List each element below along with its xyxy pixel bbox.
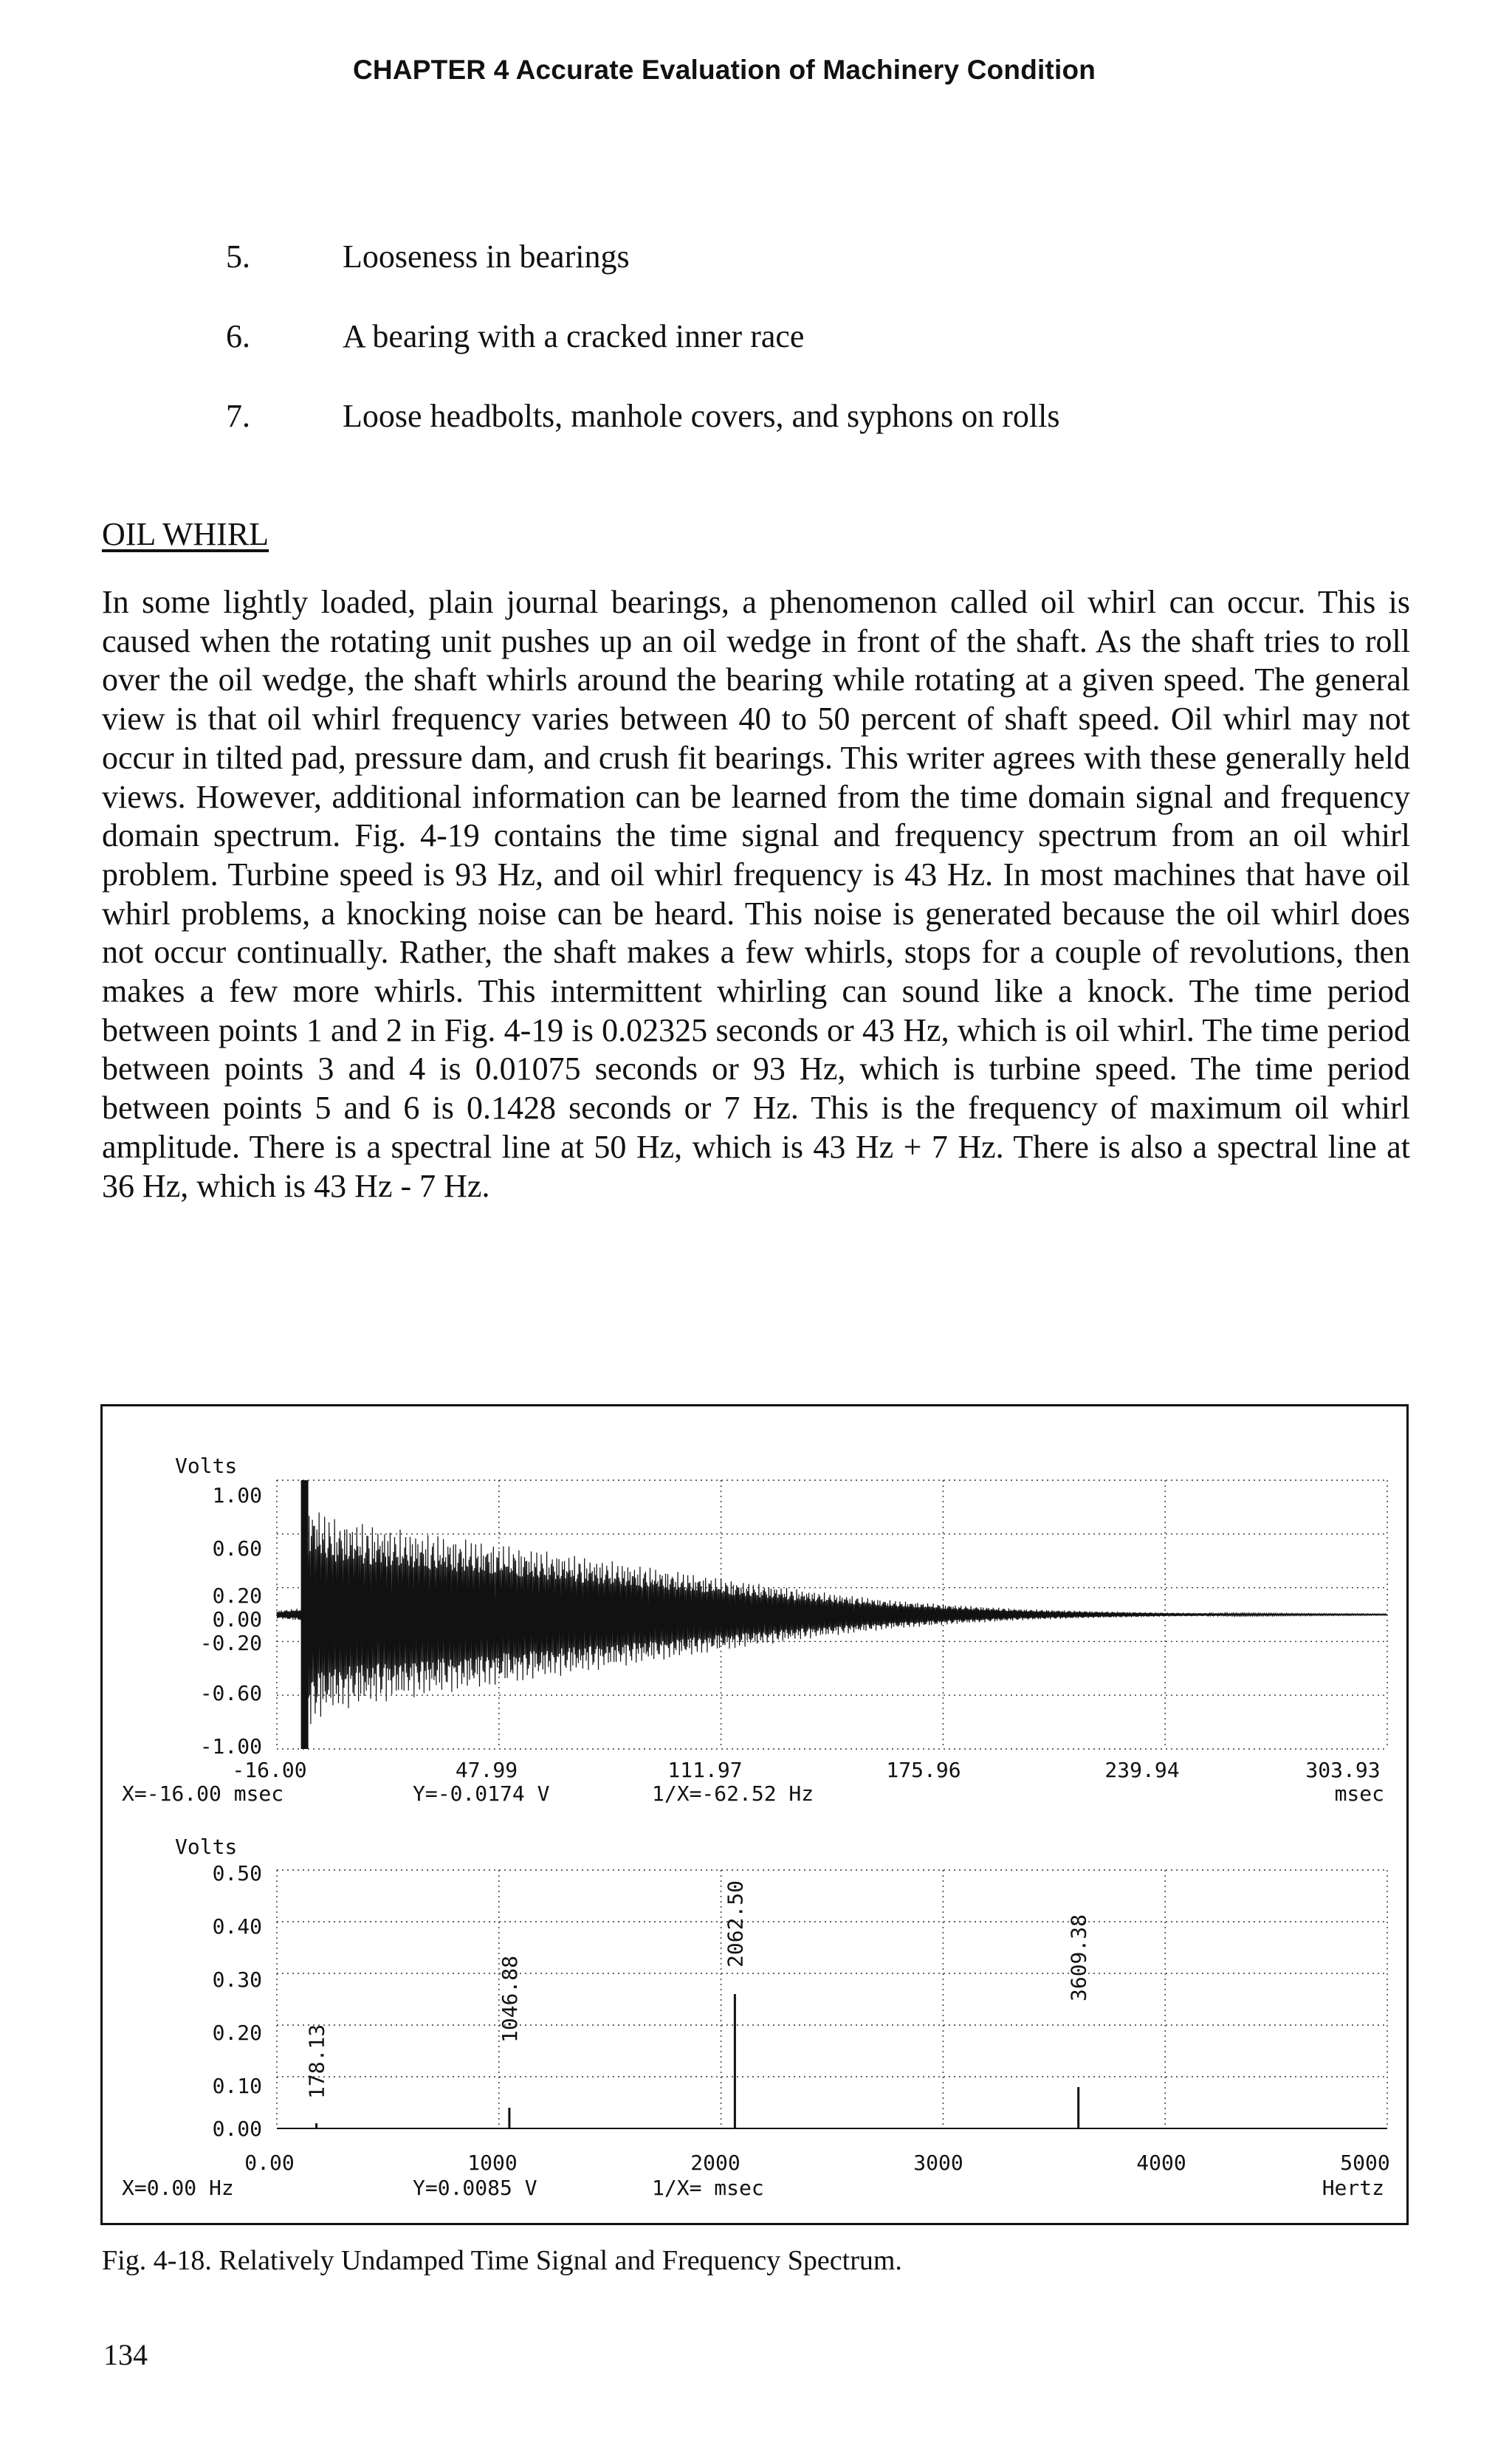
list-item-number: 6.	[226, 318, 250, 354]
top-readout-unit: msec	[1334, 1781, 1384, 1806]
bottom-readout-y: Y=0.0085 V	[413, 2176, 537, 2200]
bottom-x-tick-label: 5000	[1340, 2151, 1390, 2175]
bottom-x-tick-label: 0.00	[244, 2151, 295, 2175]
figure-caption: Fig. 4-18. Relatively Undamped Time Signal and Frequency Spectrum.	[102, 2245, 902, 2276]
bottom-readout-unit: Hertz	[1322, 2176, 1384, 2200]
top-x-tick-label: 303.93	[1305, 1758, 1381, 1782]
top-y-tick-labels	[200, 1483, 262, 1759]
bottom-y-tick-label: 0.30	[212, 1967, 262, 1992]
list-item	[226, 238, 630, 275]
bottom-y-tick-label: 0.10	[212, 2074, 262, 2098]
top-y-tick-label: -0.20	[199, 1631, 262, 1655]
bottom-spectrum	[277, 1994, 1387, 2128]
top-readout-y: Y=-0.0174 V	[413, 1781, 550, 1806]
list-item	[226, 317, 804, 355]
top-x-tick-label: -16.00	[232, 1758, 307, 1782]
spectrum-peak-label: 178.13	[304, 2024, 329, 2099]
spectrum-peak-label: 1046.88	[497, 1955, 522, 2043]
bottom-x-tick-label: 4000	[1136, 2151, 1186, 2175]
list-item	[226, 397, 1060, 435]
bottom-grid	[277, 1870, 1387, 2128]
page-number: 134	[103, 2338, 148, 2371]
figure-plots	[103, 1406, 1411, 2227]
top-x-tick-label: 239.94	[1104, 1758, 1180, 1782]
top-x-tick-labels	[232, 1758, 1380, 1782]
bottom-x-tick-label: 2000	[690, 2151, 740, 2175]
bottom-y-tick-label: 0.40	[212, 1914, 262, 1939]
top-y-tick-label: -1.00	[199, 1734, 262, 1759]
top-y-tick-label: 0.60	[212, 1536, 262, 1561]
top-x-tick-label: 175.96	[886, 1758, 961, 1782]
top-unit-label: Volts	[175, 1454, 238, 1478]
top-x-tick-label: 111.97	[667, 1758, 743, 1782]
list-item-text: Looseness in bearings	[343, 238, 630, 275]
bottom-peak-labels	[305, 1880, 1091, 2099]
bottom-readout-x: X=0.00 Hz	[122, 2176, 234, 2200]
spectrum-peak-label: 2062.50	[723, 1880, 748, 1967]
bottom-y-tick-label: 0.20	[212, 2021, 262, 2045]
bottom-readout-inv: 1/X= msec	[652, 2176, 764, 2200]
top-y-tick-label: 0.20	[212, 1584, 262, 1608]
top-x-tick-label: 47.99	[455, 1758, 518, 1782]
top-readout-inv: 1/X=-62.52 Hz	[652, 1781, 814, 1806]
top-y-tick-label: 0.00	[212, 1607, 262, 1632]
running-header: CHAPTER 4 Accurate Evaluation of Machinery Condition	[353, 55, 1096, 85]
body-paragraph: In some lightly loaded, plain journal bearings, a phenomenon called oil whirl can occur. This is caused when the rotating unit pushes up an oil wedge in front of the shaft. As the shaft tries to roll over the oil wedge, the shaft whirls around the bearing while rotating at a given speed. The general view is that oil whirl frequency varies between 40 to 50 percent of shaft speed. Oil whirl may not occur in tilted pad, pressure dam, and crush fit bearings. This writer agrees with these generally held views. However, additional information can be learned from the time domain signal and frequency domain spectrum. Fig. 4-19 contains the time signal and frequency spectrum from an oil whirl problem. Turbine speed is 93 Hz, and oil whirl frequency is 43 Hz. In most machines that have oil whirl problems, a knocking noise can be heard. This noise is generated because the oil whirl does not occur continually. Rather, the shaft makes a few whirls, stops for a couple of revolutions, then makes a few more whirls. This intermittent whirling can sound like a knock. The time period between points 1 and 2 in Fig. 4-19 is 0.02325 seconds or 43 Hz, which is oil whirl. The time period between points 3 and 4 is 0.01075 seconds or 93 Hz, which is turbine speed. The time period between points 5 and 6 is 0.1428 seconds or 7 Hz. This is the frequency of maximum oil whirl amplitude. There is a spectral line at 50 Hz, which is 43 Hz + 7 Hz. There is also a spectral line at 36 Hz, which is 43 Hz - 7 Hz.	[102, 584, 1410, 1204]
bottom-x-tick-labels	[244, 2151, 1389, 2175]
section-heading: OIL WHIRL	[102, 516, 269, 552]
list-item-number: 7.	[226, 398, 250, 434]
top-y-tick-label: -0.60	[199, 1681, 262, 1705]
bottom-y-tick-label: 0.00	[212, 2117, 262, 2141]
bottom-unit-label: Volts	[175, 1835, 238, 1859]
figure-frame	[100, 1404, 1409, 2225]
bottom-y-tick-labels	[213, 1861, 262, 2141]
bottom-x-tick-label: 1000	[467, 2151, 518, 2175]
bottom-x-tick-label: 3000	[913, 2151, 963, 2175]
list-item-text: Loose headbolts, manhole covers, and syphons on rolls	[343, 398, 1060, 434]
time-signal-line	[277, 1513, 1387, 1725]
list-item-text: A bearing with a cracked inner race	[343, 318, 805, 354]
top-time-signal	[277, 1480, 1387, 1749]
list-item-number: 5.	[226, 238, 250, 275]
top-readout-x: X=-16.00 msec	[122, 1781, 284, 1806]
top-y-tick-label: 1.00	[212, 1483, 262, 1508]
bottom-y-tick-label: 0.50	[212, 1861, 262, 1886]
spectrum-peak-label: 3609.38	[1066, 1914, 1091, 2001]
